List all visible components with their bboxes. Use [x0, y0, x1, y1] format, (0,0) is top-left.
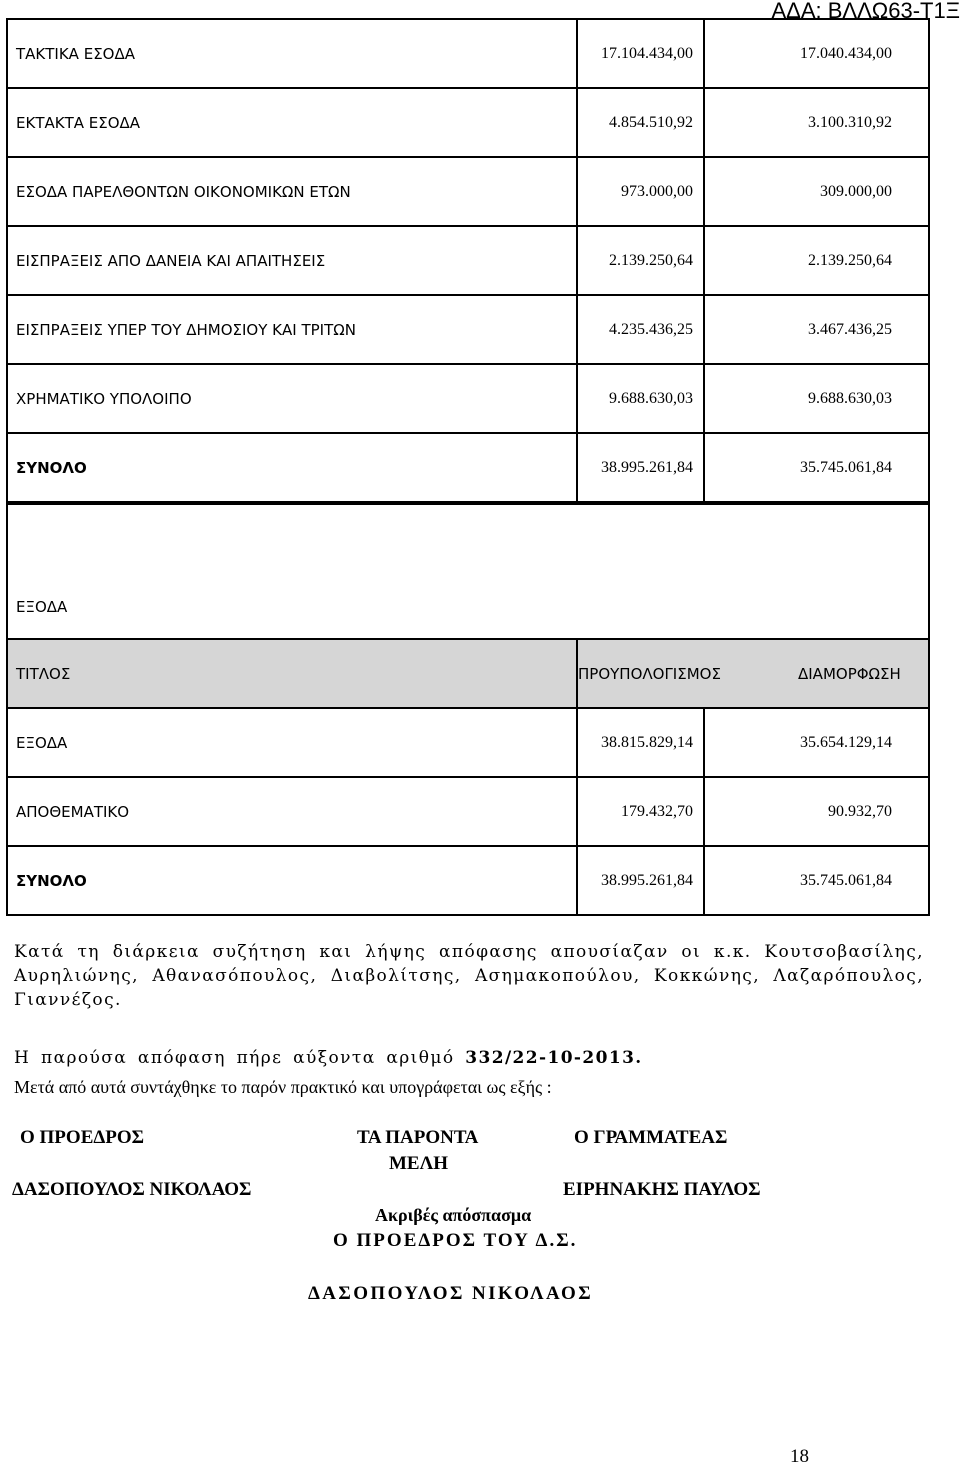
table-row — [7, 19, 929, 88]
certified-copy: Ακριβές απόσπασμα — [375, 1205, 532, 1225]
closing-statement: Μετά από αυτά συντάχθηκε το παρόν πρακτικό και υπογράφεται ως εξής : — [14, 1077, 552, 1097]
table-row — [7, 777, 929, 846]
amended-value: 3.100.310,92 — [704, 88, 929, 157]
table-row — [7, 295, 929, 364]
members-title-line2: ΜΕΛΗ — [389, 1153, 449, 1174]
ada-code: ΑΔΑ: ΒΛΛΩ63-Τ1Ξ — [771, 0, 960, 23]
table-row — [7, 364, 929, 433]
budget-value: 179.432,70 — [577, 777, 704, 846]
budget-value: 38.815.829,14 — [577, 708, 704, 777]
secretary-name: ΕΙΡΗΝΑΚΗΣ ΠΑΥΛΟΣ — [563, 1179, 761, 1200]
table-row — [7, 708, 929, 777]
page-number: 18 — [790, 1446, 809, 1467]
budget-value: 4.854.510,92 — [577, 88, 704, 157]
council-president: Ο ΠΡΟΕΔΡΟΣ ΤΟΥ Δ.Σ. — [333, 1230, 578, 1251]
expenses-title: ΕΞΟΔΑ — [7, 504, 929, 639]
column-header-amended: ΔΙΑΜΟΡΦΩΣΗ — [798, 664, 901, 683]
total-label: ΣΥΝΟΛΟ — [7, 433, 577, 502]
decision-number: 332/22-10-2013. — [465, 1048, 643, 1068]
row-label: ΕΙΣΠΡΑΞΕΙΣ ΑΠΟ ΔΑΝΕΙΑ ΚΑΙ ΑΠΑΙΤΗΣΕΙΣ — [7, 226, 577, 295]
amended-value: 17.040.434,00 — [704, 19, 929, 88]
column-header-budget: ΠΡΟΥΠΟΛΟΓΙΣΜΟΣ — [578, 664, 721, 683]
total-amended: 35.745.061,84 — [704, 846, 929, 915]
president-title: Ο ΠΡΟΕΔΡΟΣ — [20, 1127, 145, 1148]
president-name: ΔΑΣΟΠΟΥΛΟΣ ΝΙΚΟΛΑΟΣ — [12, 1179, 252, 1200]
expenses-title-row — [7, 504, 929, 639]
decision-paragraph — [14, 1046, 924, 1070]
absent-members-paragraph: Κατά τη διάρκεια συζήτηση και λήψης απόφασης απουσίαζαν οι κ.κ. Κουτσοβασίλης, Αυρηλιώνης, Αθανασόπουλος, Διαβολίτσης, Ασημακοπούλου, Κοκκώνης, Λαζαρόπουλος, Γιαννέζος. — [14, 942, 924, 1010]
total-row — [7, 433, 929, 502]
decision-prefix: Η παρούσα απόφαση πήρε αύξοντα αριθμό — [14, 1048, 466, 1068]
budget-value: 9.688.630,03 — [577, 364, 704, 433]
table-row — [7, 88, 929, 157]
amended-value: 90.932,70 — [704, 777, 929, 846]
column-header-group — [577, 639, 929, 708]
budget-value: 4.235.436,25 — [577, 295, 704, 364]
row-label: ΧΡΗΜΑΤΙΚΟ ΥΠΟΛΟΙΠΟ — [7, 364, 577, 433]
header-row — [7, 639, 929, 708]
table-row — [7, 157, 929, 226]
total-budget: 38.995.261,84 — [577, 846, 704, 915]
total-row — [7, 846, 929, 915]
table-row — [7, 226, 929, 295]
members-title: ΤΑ ΠΑΡΟΝΤΑ — [357, 1127, 479, 1148]
row-label: ΕΣΟΔΑ ΠΑΡΕΛΘΟΝΤΩΝ ΟΙΚΟΝΟΜΙΚΩΝ ΕΤΩΝ — [7, 157, 577, 226]
budget-value: 17.104.434,00 — [577, 19, 704, 88]
amended-value: 2.139.250,64 — [704, 226, 929, 295]
row-label: ΤΑΚΤΙΚΑ ΕΣΟΔΑ — [7, 19, 577, 88]
total-label: ΣΥΝΟΛΟ — [7, 846, 577, 915]
column-header-title: ΤΙΤΛΟΣ — [7, 639, 577, 708]
row-label: ΕΚΤΑΚΤΑ ΕΣΟΔΑ — [7, 88, 577, 157]
expenses-table — [6, 503, 930, 916]
total-budget: 38.995.261,84 — [577, 433, 704, 502]
final-signatory-name: ΔΑΣΟΠΟΥΛΟΣ ΝΙΚΟΛΑΟΣ — [308, 1283, 594, 1304]
row-label: ΑΠΟΘΕΜΑΤΙΚΟ — [7, 777, 577, 846]
row-label: ΕΞΟΔΑ — [7, 708, 577, 777]
income-table — [6, 18, 930, 503]
amended-value: 309.000,00 — [704, 157, 929, 226]
total-amended: 35.745.061,84 — [704, 433, 929, 502]
amended-value: 9.688.630,03 — [704, 364, 929, 433]
budget-value: 2.139.250,64 — [577, 226, 704, 295]
secretary-title: Ο ΓΡΑΜΜΑΤΕΑΣ — [574, 1127, 728, 1148]
amended-value: 35.654.129,14 — [704, 708, 929, 777]
row-label: ΕΙΣΠΡΑΞΕΙΣ ΥΠΕΡ ΤΟΥ ΔΗΜΟΣΙΟΥ ΚΑΙ ΤΡΙΤΩΝ — [7, 295, 577, 364]
budget-value: 973.000,00 — [577, 157, 704, 226]
amended-value: 3.467.436,25 — [704, 295, 929, 364]
